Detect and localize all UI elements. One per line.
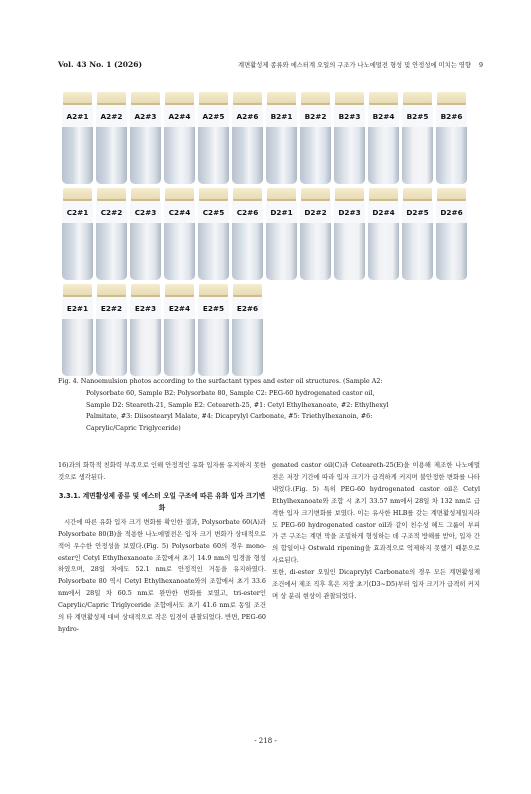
- vial-d2-6: [436, 188, 467, 280]
- vial-label: A2#3: [130, 105, 161, 127]
- running-title: [238, 60, 483, 69]
- vial-d2-3: [334, 188, 365, 280]
- vial-a2-6: [232, 92, 263, 184]
- vial-label: C2#4: [164, 201, 195, 223]
- journal-issue: Vol. 43 No. 1 (2026): [58, 60, 143, 69]
- vial-label: C2#6: [232, 201, 263, 223]
- vial-c2-1: [62, 188, 93, 280]
- vial-cap: [403, 188, 432, 201]
- vial-cap: [131, 188, 160, 201]
- vial-e2-4: [164, 284, 195, 376]
- vial-cap: [165, 92, 194, 105]
- vial-liquid: [198, 223, 229, 280]
- vial-b2-4: [368, 92, 399, 184]
- vial-label: B2#1: [266, 105, 297, 127]
- vial-cap: [233, 188, 262, 201]
- vial-label: C2#1: [62, 201, 93, 223]
- vial-label: C2#2: [96, 201, 127, 223]
- vial-cap: [369, 92, 398, 105]
- vial-label: E2#2: [96, 297, 127, 319]
- right-column: [272, 460, 480, 603]
- vial-liquid: [402, 127, 433, 184]
- vial-cap: [437, 188, 466, 201]
- vial-label: B2#4: [368, 105, 399, 127]
- vial-label: D2#6: [436, 201, 467, 223]
- vial-cap: [199, 284, 228, 297]
- vial-cap: [97, 284, 126, 297]
- vial-row-ab: [62, 92, 467, 184]
- vial-cap: [233, 92, 262, 105]
- vial-d2-1: [266, 188, 297, 280]
- vial-label: A2#2: [96, 105, 127, 127]
- vial-label: C2#5: [198, 201, 229, 223]
- vial-liquid: [164, 319, 195, 376]
- vial-cap: [403, 92, 432, 105]
- vial-b2-3: [334, 92, 365, 184]
- caption-line-5: Caprylic/Capric Triglyceride): [86, 424, 181, 433]
- vial-b2-1: [266, 92, 297, 184]
- vial-cap: [165, 284, 194, 297]
- vial-label: E2#4: [164, 297, 195, 319]
- caption-line-4: Palmitate, #3: Diisostearyl Malate, #4: Dicaprylyl Carbonate, #5: Triethylhexanoin, #6:: [86, 412, 373, 421]
- vial-liquid: [130, 223, 161, 280]
- right-paragraph-2: 또한, di-ester 오일인 Dicaprylyl Carbonate의 경우 모든 계면활성제 조건에서 제조 직후 혹은 저장 초기(D3~D5)부터 입자 크기가 급격히 커지며 상 분리 현상이 관찰되었다.: [272, 568, 480, 600]
- vial-liquid: [232, 223, 263, 280]
- vial-label: B2#5: [402, 105, 433, 127]
- vial-e2-1: [62, 284, 93, 376]
- vial-d2-5: [402, 188, 433, 280]
- caption-line-3: Sample D2: Steareth-21, Sample E2: Ceteareth-25, #1: Cetyl Ethylhexanoate, #2: Ethylhexyl: [86, 400, 389, 409]
- vial-label: A2#6: [232, 105, 263, 127]
- vial-photo-figure: [62, 92, 467, 372]
- section-subheading: 3.3.1. 계면활성제 종류 및 에스터 오일 구조에 따른 유화 입자 크기변화: [58, 491, 266, 512]
- vial-a2-3: [130, 92, 161, 184]
- vial-label: B2#6: [436, 105, 467, 127]
- vial-e2-2: [96, 284, 127, 376]
- vial-cap: [301, 92, 330, 105]
- header-page-number: 9: [478, 62, 483, 69]
- vial-c2-4: [164, 188, 195, 280]
- vial-liquid: [436, 127, 467, 184]
- vial-liquid: [96, 223, 127, 280]
- vial-label: E2#6: [232, 297, 263, 319]
- vial-cap: [233, 284, 262, 297]
- vial-cap: [267, 188, 296, 201]
- vial-row-cd: [62, 188, 467, 280]
- vial-liquid: [198, 319, 229, 376]
- vial-a2-1: [62, 92, 93, 184]
- figure-caption: [58, 376, 478, 435]
- vial-liquid: [300, 127, 331, 184]
- right-paragraph-1: genated castor oil(C)과 Ceteareth-25(E)을 이용해 제조한 나노에멀전은 저장 기간에 따라 입자 크기가 급격하게 커지며 불안정한 변화를 나타내었다.(Fig. 5) 특히 PEG-60 hydrogenated castor oil은 Cetyl Ethylhexanoate와 조합 시 초기 33.57 nm에서 28일 차 132 nm로 급격한 입자 크기변화를 보였다. 이는 유사한 HLB를 갖는 계면활성제일지라도 PEG-60 hydrogenated castor oil과 같이 친수성 헤드 그룹이 부피가 큰 구조는 계면 막을 조밀하게 형성하는 데 구조적 방해를 받아, 입자 간의 합일이나 Ostwald ripening을 효과적으로 억제하지 못했기 때문으로 사료된다.: [272, 461, 480, 565]
- vial-cap: [165, 188, 194, 201]
- vial-c2-3: [130, 188, 161, 280]
- vial-liquid: [198, 127, 229, 184]
- vial-b2-2: [300, 92, 331, 184]
- vial-liquid: [164, 127, 195, 184]
- vial-e2-6: [232, 284, 263, 376]
- vial-label: D2#2: [300, 201, 331, 223]
- vial-liquid: [62, 223, 93, 280]
- vial-b2-6: [436, 92, 467, 184]
- vial-label: E2#1: [62, 297, 93, 319]
- vial-liquid: [266, 127, 297, 184]
- vial-e2-5: [198, 284, 229, 376]
- vial-liquid: [96, 319, 127, 376]
- vial-b2-5: [402, 92, 433, 184]
- vial-label: B2#2: [300, 105, 331, 127]
- vial-liquid: [130, 127, 161, 184]
- vial-liquid: [96, 127, 127, 184]
- vial-cap: [199, 92, 228, 105]
- vial-cap: [131, 92, 160, 105]
- vial-liquid: [334, 127, 365, 184]
- vial-label: A2#5: [198, 105, 229, 127]
- vial-cap: [335, 188, 364, 201]
- vial-cap: [267, 92, 296, 105]
- vial-liquid: [402, 223, 433, 280]
- vial-liquid: [232, 127, 263, 184]
- vial-cap: [437, 92, 466, 105]
- vial-cap: [335, 92, 364, 105]
- vial-label: E2#3: [130, 297, 161, 319]
- vial-a2-4: [164, 92, 195, 184]
- page-number: - 218 -: [254, 737, 277, 745]
- vial-liquid: [368, 127, 399, 184]
- vial-cap: [131, 284, 160, 297]
- vial-label: D2#3: [334, 201, 365, 223]
- vial-liquid: [130, 319, 161, 376]
- vial-liquid: [300, 223, 331, 280]
- vial-liquid: [62, 319, 93, 376]
- vial-label: C2#3: [130, 201, 161, 223]
- vial-liquid: [62, 127, 93, 184]
- vial-c2-6: [232, 188, 263, 280]
- vial-e2-3: [130, 284, 161, 376]
- vial-cap: [97, 188, 126, 201]
- vial-cap: [63, 284, 92, 297]
- vial-label: A2#1: [62, 105, 93, 127]
- vial-label: E2#5: [198, 297, 229, 319]
- vial-cap: [97, 92, 126, 105]
- vial-d2-2: [300, 188, 331, 280]
- left-intro-text: 16)과의 화학적 친화력 부족으로 인해 안정적인 유화 입자를 유지하지 못한 것으로 생각된다.: [58, 461, 266, 481]
- vial-liquid: [334, 223, 365, 280]
- vial-label: A2#4: [164, 105, 195, 127]
- vial-c2-2: [96, 188, 127, 280]
- vial-label: D2#5: [402, 201, 433, 223]
- vial-liquid: [436, 223, 467, 280]
- vial-liquid: [164, 223, 195, 280]
- vial-cap: [301, 188, 330, 201]
- vial-cap: [199, 188, 228, 201]
- vial-cap: [63, 188, 92, 201]
- vial-liquid: [232, 319, 263, 376]
- vial-cap: [63, 92, 92, 105]
- vial-label: D2#4: [368, 201, 399, 223]
- vial-a2-5: [198, 92, 229, 184]
- vial-a2-2: [96, 92, 127, 184]
- vial-cap: [369, 188, 398, 201]
- vial-label: D2#1: [266, 201, 297, 223]
- caption-line-1: Fig. 4. Nanoemulsion photos according to the surfactant types and ester oil structures. (Sample A2:: [58, 377, 383, 385]
- running-title-text: 계면활성제 종류와 에스터계 오일의 구조가 나노에멀전 형성 및 안정성에 미치는 영향: [238, 62, 471, 69]
- left-paragraph: 시간에 따른 유화 입자 크기 변화를 확인한 결과, Polysorbate 60(A)과 Polysorbate 80(B)을 적용한 나노에멀전은 입자 크기 변화가 상대적으로 적어 우수한 안정성을 보였다.(Fig. 5) Polysorbate 60의 경우 mono-ester인 Cetyl Ethylhexanoate 조합에서 초기 14.9 nm의 입경을 형성하였으며, 28일 차에도 52.1 nm로 안정적인 거동을 유지하였다. Polysorbate 80 역시 Cetyl Ethylhexanoate와의 조합에서 초기 33.6 nm에서 28일 차 60.5 nm로 완만한 변화를 보였고, tri-ester인 Caprylic/Capric Triglyceride 조합에서도 초기 41.6 nm로 동일 조건의 타 계면활성제 대비 상대적으로 작은 입경이 관찰되었다. 반면, PEG-60 hydro-: [58, 517, 266, 633]
- vial-label: B2#3: [334, 105, 365, 127]
- left-column: [58, 460, 266, 636]
- vial-d2-4: [368, 188, 399, 280]
- vial-liquid: [266, 223, 297, 280]
- caption-line-2: Polysorbate 60, Sample B2: Polysorbate 80, Sample C2: PEG-60 hydrogenated castor oil,: [86, 388, 375, 397]
- vial-liquid: [368, 223, 399, 280]
- vial-row-e: [62, 284, 263, 376]
- vial-c2-5: [198, 188, 229, 280]
